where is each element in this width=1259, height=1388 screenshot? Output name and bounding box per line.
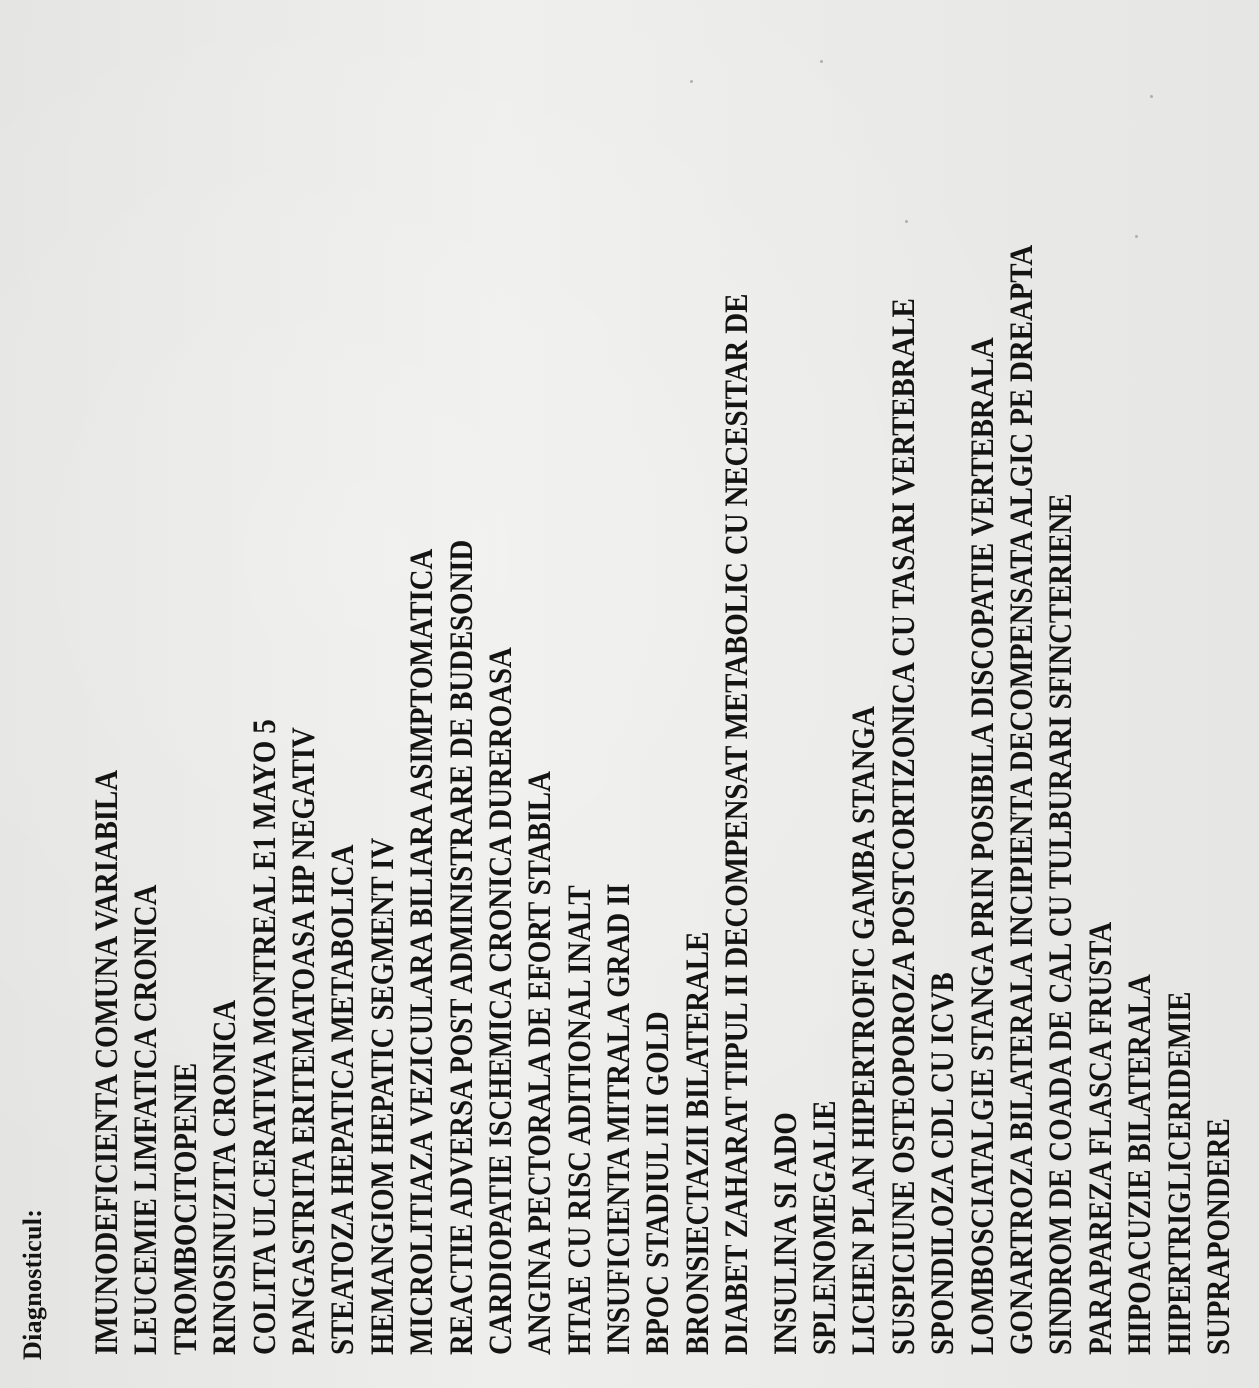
- diagnosis-list: [88, 94, 1239, 1355]
- scan-speck: [1135, 235, 1138, 238]
- scan-speck: [1150, 95, 1153, 98]
- diagnosis-item: SPLENOMEGALIE: [807, 1100, 844, 1355]
- diagnosis-item: HEMANGIOM HEPATIC SEGMENT IV: [364, 837, 401, 1355]
- diagnosis-item: LOMBOSCIATALGIE STANGA PRIN POSIBILA DISCOPATIE VERTEBRALA: [964, 337, 1001, 1355]
- diagnosis-item: ANGINA PECTORALA DE EFORT STABILA: [522, 771, 559, 1355]
- diagnosis-item: INSUFICIENTA MITRALA GRAD II: [601, 883, 638, 1355]
- diagnosis-item: DIABET ZAHARAT TIPUL II DECOMPENSAT METABOLIC CU NECESITAR DE: [719, 293, 756, 1355]
- diagnosis-item: SPONDILOZA CDL CU ICVB: [925, 972, 962, 1355]
- diagnosis-item: CARDIOPATIE ISCHEMICA CRONICA DUREROASA: [482, 647, 519, 1355]
- diagnosis-item: SUPRAPONDERE: [1200, 1118, 1237, 1355]
- diagnosis-item: REACTIE ADVERSA POST ADMINISTRARE DE BUDESONID: [443, 539, 480, 1355]
- diagnosis-item: PANGASTRITA ERITEMATOASA HP NEGATIV: [285, 727, 322, 1355]
- diagnosis-item: HIPERTRIGLICERIDEMIE: [1161, 991, 1198, 1355]
- diagnosis-heading: Diagnosticul:: [18, 1208, 47, 1360]
- diagnosis-item: LICHEN PLAN HIPERTROFIC GAMBA STANGA: [846, 706, 883, 1355]
- scan-speck: [820, 60, 823, 63]
- diagnosis-item-continuation: INSULINA SI ADO: [767, 1112, 804, 1355]
- diagnosis-item: PARAPAREZA FLASCA FRUSTA: [1082, 921, 1119, 1355]
- scan-speck: [690, 80, 693, 83]
- diagnosis-item: STEATOZA HEPATICA METABOLICA: [325, 844, 362, 1355]
- diagnosis-item: LEUCEMIE LIMFATICA CRONICA: [128, 884, 165, 1355]
- diagnosis-item: HTAE CU RISC ADITIONAL INALT: [561, 885, 598, 1355]
- diagnosis-item: BRONSIECTAZII BILATERALE: [679, 931, 716, 1355]
- diagnosis-item: MICROLITIAZA VEZICULARA BILIARA ASIMPTOMATICA: [404, 548, 441, 1355]
- diagnosis-item: BPOC STADIUL III GOLD: [640, 1011, 677, 1355]
- diagnosis-item: RINOSINUZITA CRONICA: [207, 1000, 244, 1355]
- diagnosis-item: GONARTROZA BILATERALA INCIPIENTA DECOMPENSATA ALGIC PE DREAPTA: [1003, 244, 1040, 1355]
- diagnosis-item: SUSPICIUNE OSTEOPOROZA POSTCORTIZONICA CU TASARI VERTEBRALE: [885, 298, 922, 1355]
- diagnosis-item: SINDROM DE COADA DE CAL CU TULBURARI SFINCTERIENE: [1043, 493, 1080, 1355]
- diagnosis-item: IMUNODEFICIENTA COMUNA VARIABILA: [89, 770, 125, 1355]
- diagnosis-item: TROMBOCITOPENIE: [167, 1062, 204, 1355]
- diagnosis-item: HIPOACUZIE BILATERALA: [1122, 974, 1159, 1355]
- scan-speck: [905, 220, 908, 223]
- diagnosis-item: COLITA ULCERATIVA MONTREAL E1 MAYO 5: [246, 719, 283, 1355]
